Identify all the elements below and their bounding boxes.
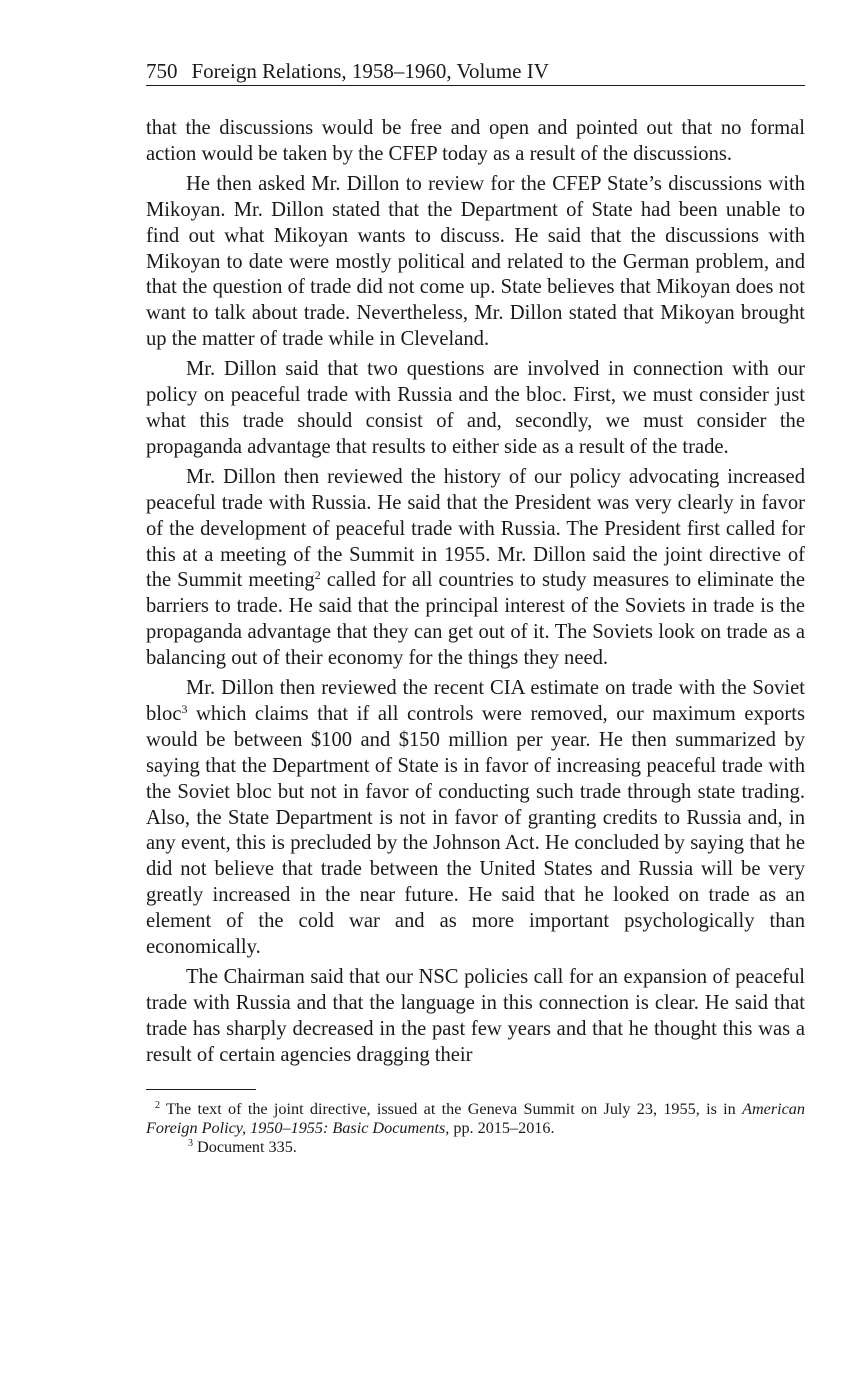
document-page [146,58,805,1157]
footnote-ref: 2 [314,568,321,583]
footnote-3 [146,1138,805,1157]
footnote-text: Document 335. [193,1137,297,1156]
paragraph-text: Mr. Dillon then reviewed the history of our policy advocating increased peaceful trade with Russia. He said that the President was very clearly in favor of the development of peaceful trade with Russia. The President first called for this at a meeting of the Summit in 1955. Mr. Dillon said the joint directive of the Summit meeting [146,465,805,592]
paragraph [146,465,805,672]
paragraph: He then asked Mr. Dillon to review for the CFEP State’s discussions with Mikoyan. Mr. Dillon stated that the Department of State had been unable to find out what Mikoyan wants to discuss. He said that the discussions with Mikoyan to date were mostly political and related to the German problem, and that the question of trade did not come up. State believes that Mikoyan does not want to talk about trade. Nevertheless, Mr. Dillon stated that Mikoyan brought up the matter of trade while in Cleveland. [146,172,805,351]
page-number: 750 [146,59,178,83]
footnote-citation: American Foreign Policy, 1950–1955: Basic Documents, [146,1099,805,1137]
running-header [146,58,805,86]
paragraph-text: called for all countries to study measures to eliminate the barriers to trade. He said that the principal interest of the Soviets in trade is the propaganda advantage that they can get out of it. The Soviets look on trade as a balancing out of their economy for the things they need. [146,569,805,670]
footnote-marker: 2 [155,1099,160,1111]
footnote-ref: 3 [181,701,188,716]
paragraph-text: Mr. Dillon then reviewed the recent CIA estimate on trade with the Soviet bloc [146,677,805,725]
footnote-2 [146,1100,805,1138]
footnote-marker: 3 [188,1137,193,1149]
footnote-divider [146,1089,256,1090]
volume-title: Foreign Relations, 1958–1960, Volume IV [191,59,549,83]
paragraph [146,676,805,961]
paragraph: The Chairman said that our NSC policies call for an expansion of peaceful trade with Russia and that the language in this connection is clear. He said that trade has sharply decreased in the past few years and that he thought this was a result of certain agencies dragging their [146,966,805,1066]
body-text [146,116,805,1069]
footnotes [146,1100,805,1157]
footnote-text: pp. 2015–2016. [449,1118,555,1137]
paragraph-continued: that the discussions would be free and open and pointed out that no formal action would be taken by the CFEP today as a result of the discussions. [146,117,805,165]
paragraph-text: which claims that if all controls were removed, our maximum exports would be between $100 and $150 million per year. He then summarized by saying that the Department of State is in favor of increasing peaceful trade with the Soviet bloc but not in favor of conducting such trade through state trading. Also, the State Department is not in favor of granting credits to Russia and, in any event, this is precluded by the Johnson Act. He concluded by saying that he did not believe that trade between the United States and Russia will be very greatly increased in the near future. He said that he looked on trade as an element of the cold war and as more important psychologically than economically. [146,702,805,959]
footnote-text: The text of the joint directive, issued at the Geneva Summit on July 23, 1955, is in [160,1099,743,1118]
paragraph: Mr. Dillon said that two questions are involved in connection with our policy on peaceful trade with Russia and the bloc. First, we must consider just what this trade should consist of and, secondly, we must consider the propaganda advantage that results to either side as a result of the trade. [146,358,805,458]
